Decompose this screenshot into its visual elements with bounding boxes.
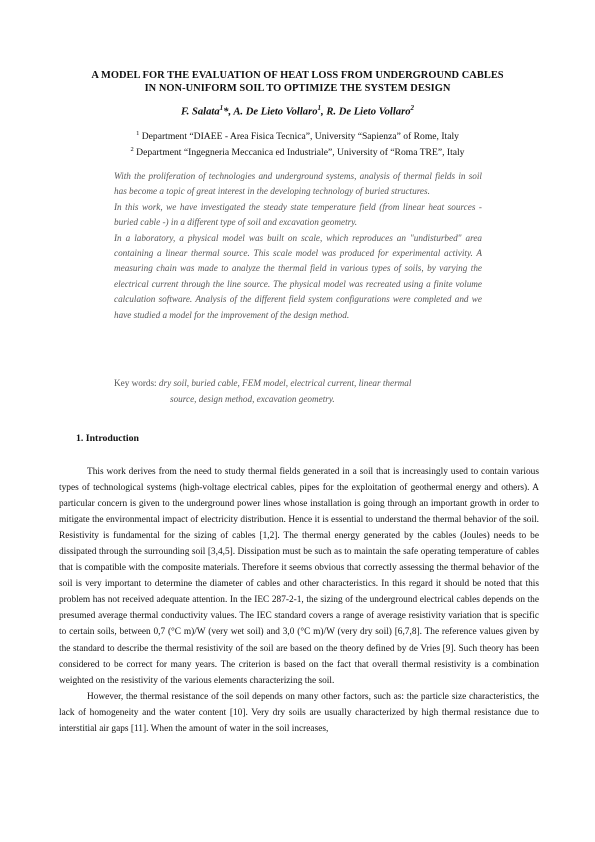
affiliations xyxy=(40,128,555,159)
author-2-affil: 1 xyxy=(317,104,322,112)
title-line-2: IN NON-UNIFORM SOIL TO OPTIMIZE THE SYSTEM DESIGN xyxy=(144,82,451,94)
abstract xyxy=(114,169,482,323)
section-heading-introduction: 1. Introduction xyxy=(76,433,139,444)
keywords-row xyxy=(114,376,484,392)
body-paragraph-2: However, the thermal resistance of the soil depends on many other factors, such as: the particle size characteristics, the lack of homogeneity and the water content [10]. Very dry soils are usually characterized by high thermal resistance due to interstitial air gaps [11]. When the amount of water in the soil increases, xyxy=(59,691,539,734)
affiliation-1-text: Department “DIAEE - Area Fisica Tecnica”, University “Sapienza” of Rome, Italy xyxy=(139,131,459,143)
abstract-paragraph-3: In a laboratory, a physical model was built on scale, which reproduces an "undisturbed" area containing a linear thermal source. This scale model was produced for experimental activity. A measuring chain was made to analyze the thermal field in various types of soils, by varying the electrical current through the line source. The physical model was recreated using a finite volume calculation software. Analysis of the different field system configurations were completed and we have studied a model for the improvement of the design method. xyxy=(114,232,482,320)
affiliation-2 xyxy=(40,144,555,160)
author-2: , A. De Lieto Vollaro xyxy=(228,106,318,118)
body-paragraph-1: This work derives from the need to study thermal fields generated in a soil that is increasingly used to contain various types of technological systems (high-voltage electrical cables, pipes for the exploitation of geothermal energy and others). A particular concern is given to the underground power lines whose installation is going through an important growth in order to mitigate the environmental impact of electricity distribution. Hence it is essential to understand the thermal behavior of the soil. Resistivity is fundamental for the sizing of cables [1,2]. The thermal energy generated by the cables (Joules) needs to be dissipated through the surrounding soil [3,4,5]. Dissipation must be such as to maintain the safe operating temperature of cables that is compatible with the composite materials. Therefore it seems obvious that correctly assessing the thermal behavior of the soil is very important to determine the diameter of cables and other characteristics. In this regard it should be noted that this problem has not received adequate attention. In the IEC 287-2-1, the sizing of the underground electrical cables depends on the presumed average thermal conductivity values. The IEC standard covers a range of average resistivity variation that is specific to certain soils, between 0,7 (°C m)/W (very wet soil) and 3,0 (°C m)/W (very dry soil) [6,7,8]. The reference values given by the standard to describe the thermal resistivity of the soil are based on the theory defined by de Vries [9]. Such theory has been considered to be correct for many years. The criterion is based on the fact that overall thermal resistivity is a combination weighted on the resistivity of the various elements characterizing the soil. xyxy=(59,467,539,686)
keywords-label: Key words: xyxy=(114,378,159,388)
keywords-line-1: dry soil, buried cable, FEM model, electrical current, linear thermal xyxy=(158,378,412,388)
paper-title xyxy=(40,70,555,95)
affiliation-1-marker: 1 xyxy=(136,130,140,137)
abstract-paragraph-2: In this work, we have investigated the steady state temperature field (from linear heat sources - buried cable -) in a different type of soil and excavation geometry. xyxy=(114,201,482,228)
keywords xyxy=(114,376,484,408)
corresponding-mark: * xyxy=(223,106,229,118)
abstract-paragraph-1: With the proliferation of technologies and underground systems, analysis of thermal fields in soil has become a topic of great interest in the developing technology of buried structures. xyxy=(114,171,482,197)
author-3-affil: 2 xyxy=(410,104,414,112)
affiliation-2-marker: 2 xyxy=(130,145,134,153)
author-1-affil: 1 xyxy=(219,104,224,112)
title-line-1: A MODEL FOR THE EVALUATION OF HEAT LOSS FROM UNDERGROUND CABLES xyxy=(91,70,504,81)
affiliation-1 xyxy=(40,128,555,144)
keywords-line-2: source, design method, excavation geometry. xyxy=(170,393,335,404)
affiliation-2-text: Department “Ingegneria Meccanica ed Industriale”, University of “Roma TRE”, Italy xyxy=(133,146,465,158)
introduction-body xyxy=(59,464,539,737)
author-1: F. Salata xyxy=(180,106,220,118)
author-3: , R. De Lieto Vollaro xyxy=(321,106,411,118)
author-list xyxy=(40,104,555,118)
